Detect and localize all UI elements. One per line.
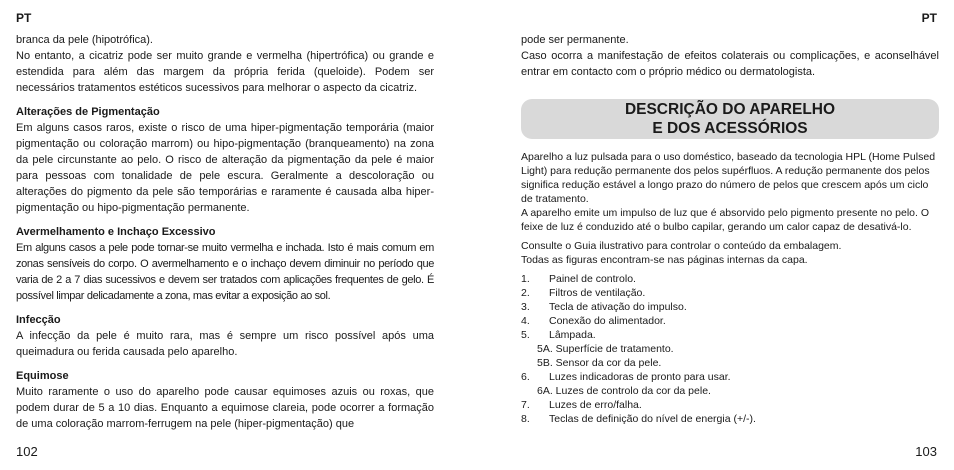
language-label: PT xyxy=(921,11,937,25)
right-column xyxy=(521,32,939,426)
list-item: 1. Painel de controlo. xyxy=(521,273,636,285)
left-column xyxy=(16,32,434,432)
banner-title-line2: E DOS ACESSÓRIOS xyxy=(652,120,808,137)
section-heading-infection: Infecção xyxy=(16,314,61,326)
section-text-infection: A infecção da pele é muito rara, mas é sempre um risco possível após uma queimadura ou ferida causada pelo aparelho. xyxy=(16,330,434,358)
section-heading-redness: Avermelhamento e Inchaço Excessivo xyxy=(16,226,216,238)
section-text-redness: Em alguns casos a pele pode tornar-se muito vermelha e inchada. Isto é mais comum em zonas sensíveis do corpo. O avermelhamento e o inchaço devem diminuir no período que varia de 2 a 7 dias sucessivos e devem ser tratados com aplicações frequentes de gelo. É possível limpar delicadamente a zona, mas evitar a exposição ao sol. xyxy=(16,242,434,302)
list-item: 4. Conexão do alimentador. xyxy=(521,315,666,327)
section-title-banner xyxy=(521,99,939,139)
description-paragraph: Aparelho a luz pulsada para o uso doméstico, baseado da tecnologia HPL (Home Pulsed Light) para redução permanente dos pelos supérfluos. A redução permanente dos pelos significa redução estável a longo prazo do número de pelos que crescem após um ciclo de tratamento. xyxy=(521,151,936,205)
section-text-bruising: Muito raramente o uso do aparelho pode causar equimoses azuis ou roxas, que podem durar de 5 a 10 dias. Enquanto a equimose clareia, pode ocorrer a formação de uma coloração marrom-ferrugem na pele (hiper-pigmentação) que xyxy=(16,386,434,430)
list-item: 3. Tecla de ativação do impulso. xyxy=(521,301,687,313)
list-subitem: 5A. Superfície de tratamento. xyxy=(537,343,674,355)
list-item: 6. Luzes indicadoras de pronto para usar. xyxy=(521,371,731,383)
intro-paragraph: No entanto, a cicatriz pode ser muito grande e vermelha (hipertrófica) ou grande e estendida para além das margem da própria ferida (queloide). Podem ser necessários tratamentos estéticos sucessivos para melhorar o aspecto da cicatriz. xyxy=(16,50,434,94)
guide-note: Consulte o Guia ilustrativo para controlar o conteúdo da embalagem. xyxy=(521,240,842,252)
continued-text: pode ser permanente. xyxy=(521,34,629,46)
list-subitem: 6A. Luzes de controlo da cor da pele. xyxy=(537,385,711,397)
intro-line: branca da pele (hipotrófica). xyxy=(16,34,153,46)
figures-note: Todas as figuras encontram-se nas páginas internas da capa. xyxy=(521,254,808,266)
section-text-pigmentation: Em alguns casos raros, existe o risco de uma hiper-pigmentação temporária (maior pigmentação ou coloração marrom) ou hipo-pigmentação (branqueamento) na zona da pele circunstante ao pelo. O risco de alteração da pigmentação da pele é maior para pessoas com tonalidade de pele escura. Geralmente a descoloração ou alterações do pigmento da pele são temporárias e raramente é causada alba hiper-pigmentação ou hipo-pigmentação permanente. xyxy=(16,122,434,214)
list-item: 7. Luzes de erro/falha. xyxy=(521,399,642,411)
list-item: 2. Filtros de ventilação. xyxy=(521,287,646,299)
right-page xyxy=(477,0,954,470)
description-body xyxy=(521,150,939,272)
page-number: 102 xyxy=(16,444,38,459)
section-heading-bruising: Equimose xyxy=(16,370,69,382)
list-item: 8. Teclas de definição do nível de energia (+/-). xyxy=(521,413,756,425)
page-number: 103 xyxy=(915,444,937,459)
section-heading-pigmentation: Alterações de Pigmentação xyxy=(16,106,160,118)
list-item: 5. Lâmpada. xyxy=(521,329,596,341)
list-subitem: 5B. Sensor da cor da pele. xyxy=(537,357,662,369)
banner-title-line1: DESCRIÇÃO DO APARELHO xyxy=(624,101,836,118)
language-label: PT xyxy=(16,11,32,25)
advice-paragraph: Caso ocorra a manifestação de efeitos colaterais ou complicações, e aconselhável entrar em contacto com o próprio médico ou dermatologista. xyxy=(521,50,939,78)
description-paragraph: A aparelho emite um impulso de luz que é absorvido pelo pigmento presente no pelo. O feixe de luz é conduzido até o bulbo capilar, gerando um calor capaz de desativá-lo. xyxy=(521,207,930,233)
parts-list xyxy=(521,272,939,426)
